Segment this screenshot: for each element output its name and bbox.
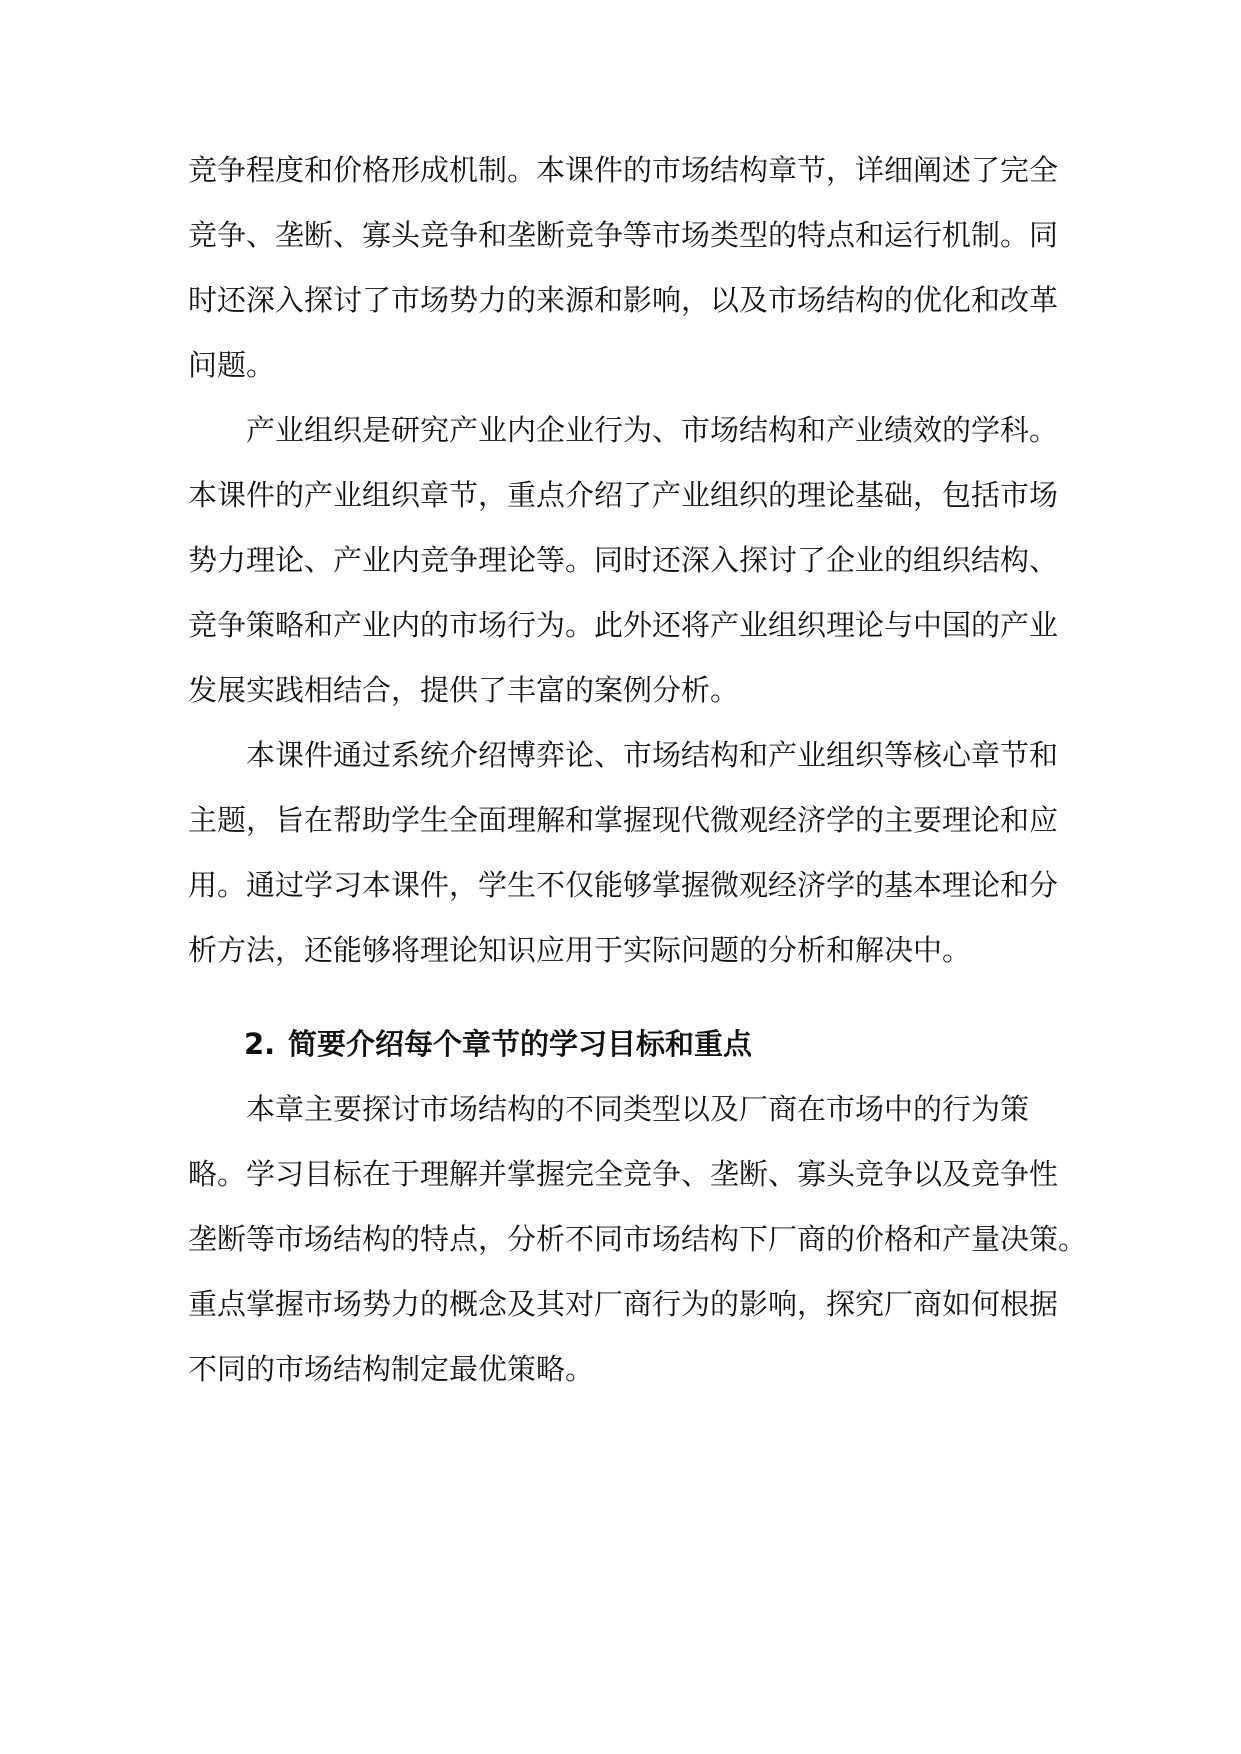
document-body xyxy=(188,138,1088,1402)
section-number: 2. xyxy=(244,1027,276,1061)
text-line: 势力理论、产业内竞争理论等。同时还深入探讨了企业的组织结构、 xyxy=(188,543,1059,577)
text-line: 竞争、垄断、寡头竞争和垄断竞争等市场类型的特点和运行机制。同 xyxy=(188,218,1059,252)
text-line: 本课件的产业组织章节，重点介绍了产业组织的理论基础，包括市场 xyxy=(188,478,1059,512)
text-line: 竞争程度和价格形成机制。本课件的市场结构章节，详细阐述了完全 xyxy=(188,153,1059,187)
section-title: 简要介绍每个章节的学习目标和重点 xyxy=(288,1027,753,1061)
text-line: 竞争策略和产业内的市场行为。此外还将产业组织理论与中国的产业 xyxy=(188,608,1059,642)
text-line: 不同的市场结构制定最优策略。 xyxy=(188,1352,595,1386)
text-line: 析方法，还能够将理论知识应用于实际问题的分析和解决中。 xyxy=(188,933,972,967)
text-line: 本章主要探讨市场结构的不同类型以及厂商在市场中的行为策 xyxy=(246,1092,1030,1126)
paragraph-chapter-goals xyxy=(188,1077,1088,1402)
text-line: 发展实践相结合，提供了丰富的案例分析。 xyxy=(188,673,740,707)
spacer xyxy=(188,983,1068,1012)
text-line: 垄断等市场结构的特点，分析不同市场结构下厂商的价格和产量决策。 xyxy=(188,1222,1088,1256)
text-line: 产业组织是研究产业内企业行为、市场结构和产业绩效的学科。 xyxy=(246,413,1059,447)
paragraph-market-structure xyxy=(188,138,1068,398)
text-line: 略。学习目标在于理解并掌握完全竞争、垄断、寡头竞争以及竞争性 xyxy=(188,1157,1059,1191)
text-line: 本课件通过系统介绍博弈论、市场结构和产业组织等核心章节和 xyxy=(246,738,1059,772)
paragraph-course-summary xyxy=(188,723,1068,983)
text-line: 重点掌握市场势力的概念及其对厂商行为的影响，探究厂商如何根据 xyxy=(188,1287,1059,1321)
text-line: 用。通过学习本课件，学生不仅能够掌握微观经济学的基本理论和分 xyxy=(188,868,1059,902)
paragraph-industrial-organization xyxy=(188,398,1068,723)
section-heading xyxy=(188,1012,1068,1077)
text-line: 主题，旨在帮助学生全面理解和掌握现代微观经济学的主要理论和应 xyxy=(188,803,1059,837)
text-line: 问题。 xyxy=(188,348,276,382)
text-line: 时还深入探讨了市场势力的来源和影响，以及市场结构的优化和改革 xyxy=(188,283,1059,317)
